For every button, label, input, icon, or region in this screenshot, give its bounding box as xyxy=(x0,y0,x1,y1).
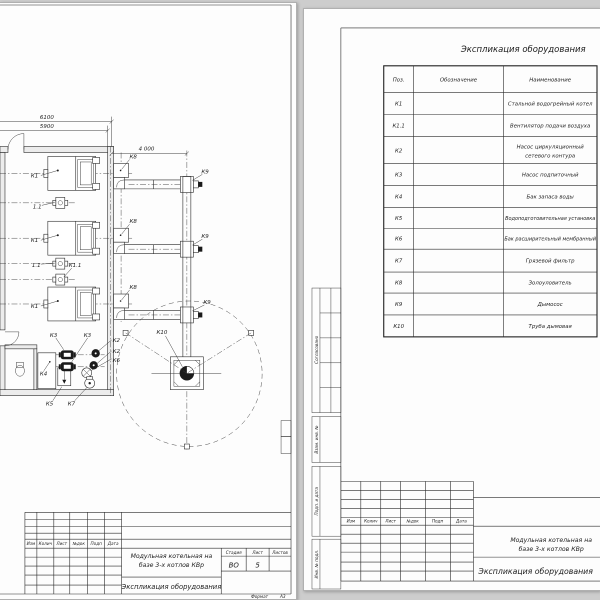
row-name: Бак запаса воды xyxy=(526,194,574,201)
row-pos: К1.1 xyxy=(392,123,405,130)
replace-inv-label: Взам. инв. № xyxy=(313,425,319,454)
label-k8: К8 xyxy=(129,154,137,161)
row-pos: К6 xyxy=(395,236,403,243)
col-name: Наименование xyxy=(529,77,572,84)
doc-title: Экспликация оборудования xyxy=(121,583,222,592)
table-row xyxy=(395,302,563,308)
rev-col: Подп xyxy=(431,518,444,524)
side-stamp-inv-orig xyxy=(312,539,341,589)
label-k3: К3 xyxy=(49,332,58,339)
label-k10: К10 xyxy=(156,329,168,336)
label-k4: К4 xyxy=(39,371,48,378)
table-row xyxy=(395,216,595,222)
table-header xyxy=(393,78,572,84)
revision-header xyxy=(347,519,468,524)
row-name: Насос подпиточный xyxy=(521,172,579,179)
sheets-label: Листов xyxy=(272,550,288,556)
right-title-block xyxy=(341,481,600,581)
col-designation: Обозначение xyxy=(439,77,478,84)
ash-collector-3 xyxy=(114,285,138,319)
equipment-sheet xyxy=(304,9,600,590)
format-value: А3 xyxy=(280,593,286,599)
boiler-1 xyxy=(31,156,100,190)
label-k2: К2 xyxy=(112,337,120,344)
door-top xyxy=(8,134,24,150)
approved-label: Согласовано xyxy=(313,335,319,364)
label-k2: К2 xyxy=(112,348,120,355)
sanitary-fixture xyxy=(15,362,24,376)
row-pos: К7 xyxy=(395,258,403,265)
revision-header xyxy=(27,541,119,546)
rev-col: №док xyxy=(72,541,85,547)
table-row xyxy=(395,172,579,178)
rev-col: Дата xyxy=(456,518,467,524)
project-name-line2: базе 3-х котлов КВр xyxy=(518,546,584,554)
table-row xyxy=(395,259,575,265)
stage-label: Стадия xyxy=(225,550,242,556)
row-name: Бак расширительный мембранный xyxy=(504,236,596,243)
ash-collector-2 xyxy=(114,219,138,253)
row-pos: К2 xyxy=(395,148,403,155)
table-row xyxy=(395,194,574,200)
row-name: Грязевой фильтр xyxy=(525,258,575,265)
chimney xyxy=(151,330,221,390)
ash-collector-1 xyxy=(114,154,138,188)
label-k9: К9 xyxy=(203,299,211,306)
row-pos: К4 xyxy=(395,194,403,201)
col-pos: Поз. xyxy=(392,77,405,84)
table-row xyxy=(395,281,572,287)
dimension-6100 xyxy=(0,115,114,146)
label-k3: К3 xyxy=(83,332,92,339)
doc-title: Экспликация оборудования xyxy=(478,567,593,577)
boiler-fan-1 xyxy=(33,197,68,210)
rev-col: №док xyxy=(406,518,419,524)
expansion-tank xyxy=(82,358,121,378)
label-k9: К9 xyxy=(201,234,209,241)
table-title: Экспликация оборудования xyxy=(460,43,586,54)
label-k7: К7 xyxy=(67,401,76,408)
project-name-line2: базе 3-х котлов КВр xyxy=(138,562,205,570)
row-pos: К9 xyxy=(395,301,403,308)
rev-col: Лист xyxy=(56,541,68,547)
plan-drawing xyxy=(0,3,296,599)
row-name: Водоподготовительная установка xyxy=(505,215,596,222)
rev-col: Колич xyxy=(38,541,53,547)
label-k9: К9 xyxy=(201,169,209,176)
row-name: Стальной водогрейный котел xyxy=(507,101,593,108)
rev-col: Лист xyxy=(385,518,397,524)
row-name: Труба дымовая xyxy=(528,323,572,330)
rev-col: Изм xyxy=(346,518,356,524)
label-k8: К8 xyxy=(129,219,137,226)
table-row xyxy=(393,324,572,330)
dimension-4000 xyxy=(110,147,189,156)
row-pos: К10 xyxy=(393,323,405,330)
label-k6: К6 xyxy=(112,357,120,364)
rev-col: Подп xyxy=(90,541,102,547)
row-name: Дымосос xyxy=(537,301,563,308)
project-name-line1: Модульная котельная на xyxy=(130,553,213,561)
dim-text: 5900 xyxy=(39,124,54,131)
door-left xyxy=(5,332,19,346)
boiler-fan-2 xyxy=(32,258,68,269)
side-stamp-replace-inv xyxy=(312,417,341,463)
table-row xyxy=(395,102,593,108)
smoke-exhauster-1 xyxy=(180,169,209,192)
label-k5: К5 xyxy=(45,401,54,408)
equipment-table xyxy=(384,66,597,337)
row-name: Насос циркуляционный xyxy=(516,144,584,151)
project-name-line1: Модульная котельная на xyxy=(510,537,593,545)
rev-col: Изм xyxy=(26,541,36,547)
smoke-exhauster-2 xyxy=(180,234,209,257)
dim-text: 4 000 xyxy=(138,146,155,153)
label-k1-1: К1.1 xyxy=(68,263,82,270)
sign-date-label: Подп. и дата xyxy=(313,487,319,516)
inv-orig-label: Инв. № подл. xyxy=(313,549,319,579)
side-stamp-sign-date xyxy=(312,466,341,536)
row-name: Золоуловитель xyxy=(528,280,572,287)
boiler-2 xyxy=(31,221,100,255)
margin-box xyxy=(281,421,291,437)
label-k8: К8 xyxy=(129,285,137,292)
left-sheet-plan xyxy=(0,2,297,600)
sheet-number: 5 xyxy=(255,561,260,570)
rev-col: Дата xyxy=(107,541,119,547)
label-k1-1: 1.1 xyxy=(31,263,41,270)
left-title-block xyxy=(25,512,291,599)
stage-value: ВО xyxy=(228,561,239,570)
row-name: Вентилятор подачи воздуха xyxy=(510,123,591,130)
sheet-label: Лист xyxy=(252,550,263,556)
row-pos: К1 xyxy=(395,101,403,108)
boiler-3 xyxy=(31,287,100,321)
side-stamp-approved xyxy=(312,288,341,413)
format-label: Формат xyxy=(251,593,269,599)
water-storage-tank xyxy=(38,353,56,389)
dim-text: 6100 xyxy=(39,115,54,122)
label-k1: К1 xyxy=(30,173,39,180)
table-row xyxy=(395,145,584,160)
label-k1: К1 xyxy=(30,303,39,310)
sheet-frame xyxy=(0,5,291,594)
table-row xyxy=(395,237,597,243)
row-name: сетевого контура xyxy=(525,153,576,160)
smoke-exhauster-3 xyxy=(180,300,211,323)
row-pos: К5 xyxy=(395,215,403,222)
rev-col: Колич xyxy=(364,518,378,524)
table-row xyxy=(392,124,590,130)
label-k1: К1 xyxy=(30,238,39,245)
label-k1-1: 1.1 xyxy=(32,204,42,211)
right-sheet-equipment-list xyxy=(303,8,600,591)
row-pos: К3 xyxy=(395,172,403,179)
margin-box xyxy=(281,437,291,454)
row-pos: К8 xyxy=(395,280,403,287)
guy-anchor xyxy=(184,444,189,449)
